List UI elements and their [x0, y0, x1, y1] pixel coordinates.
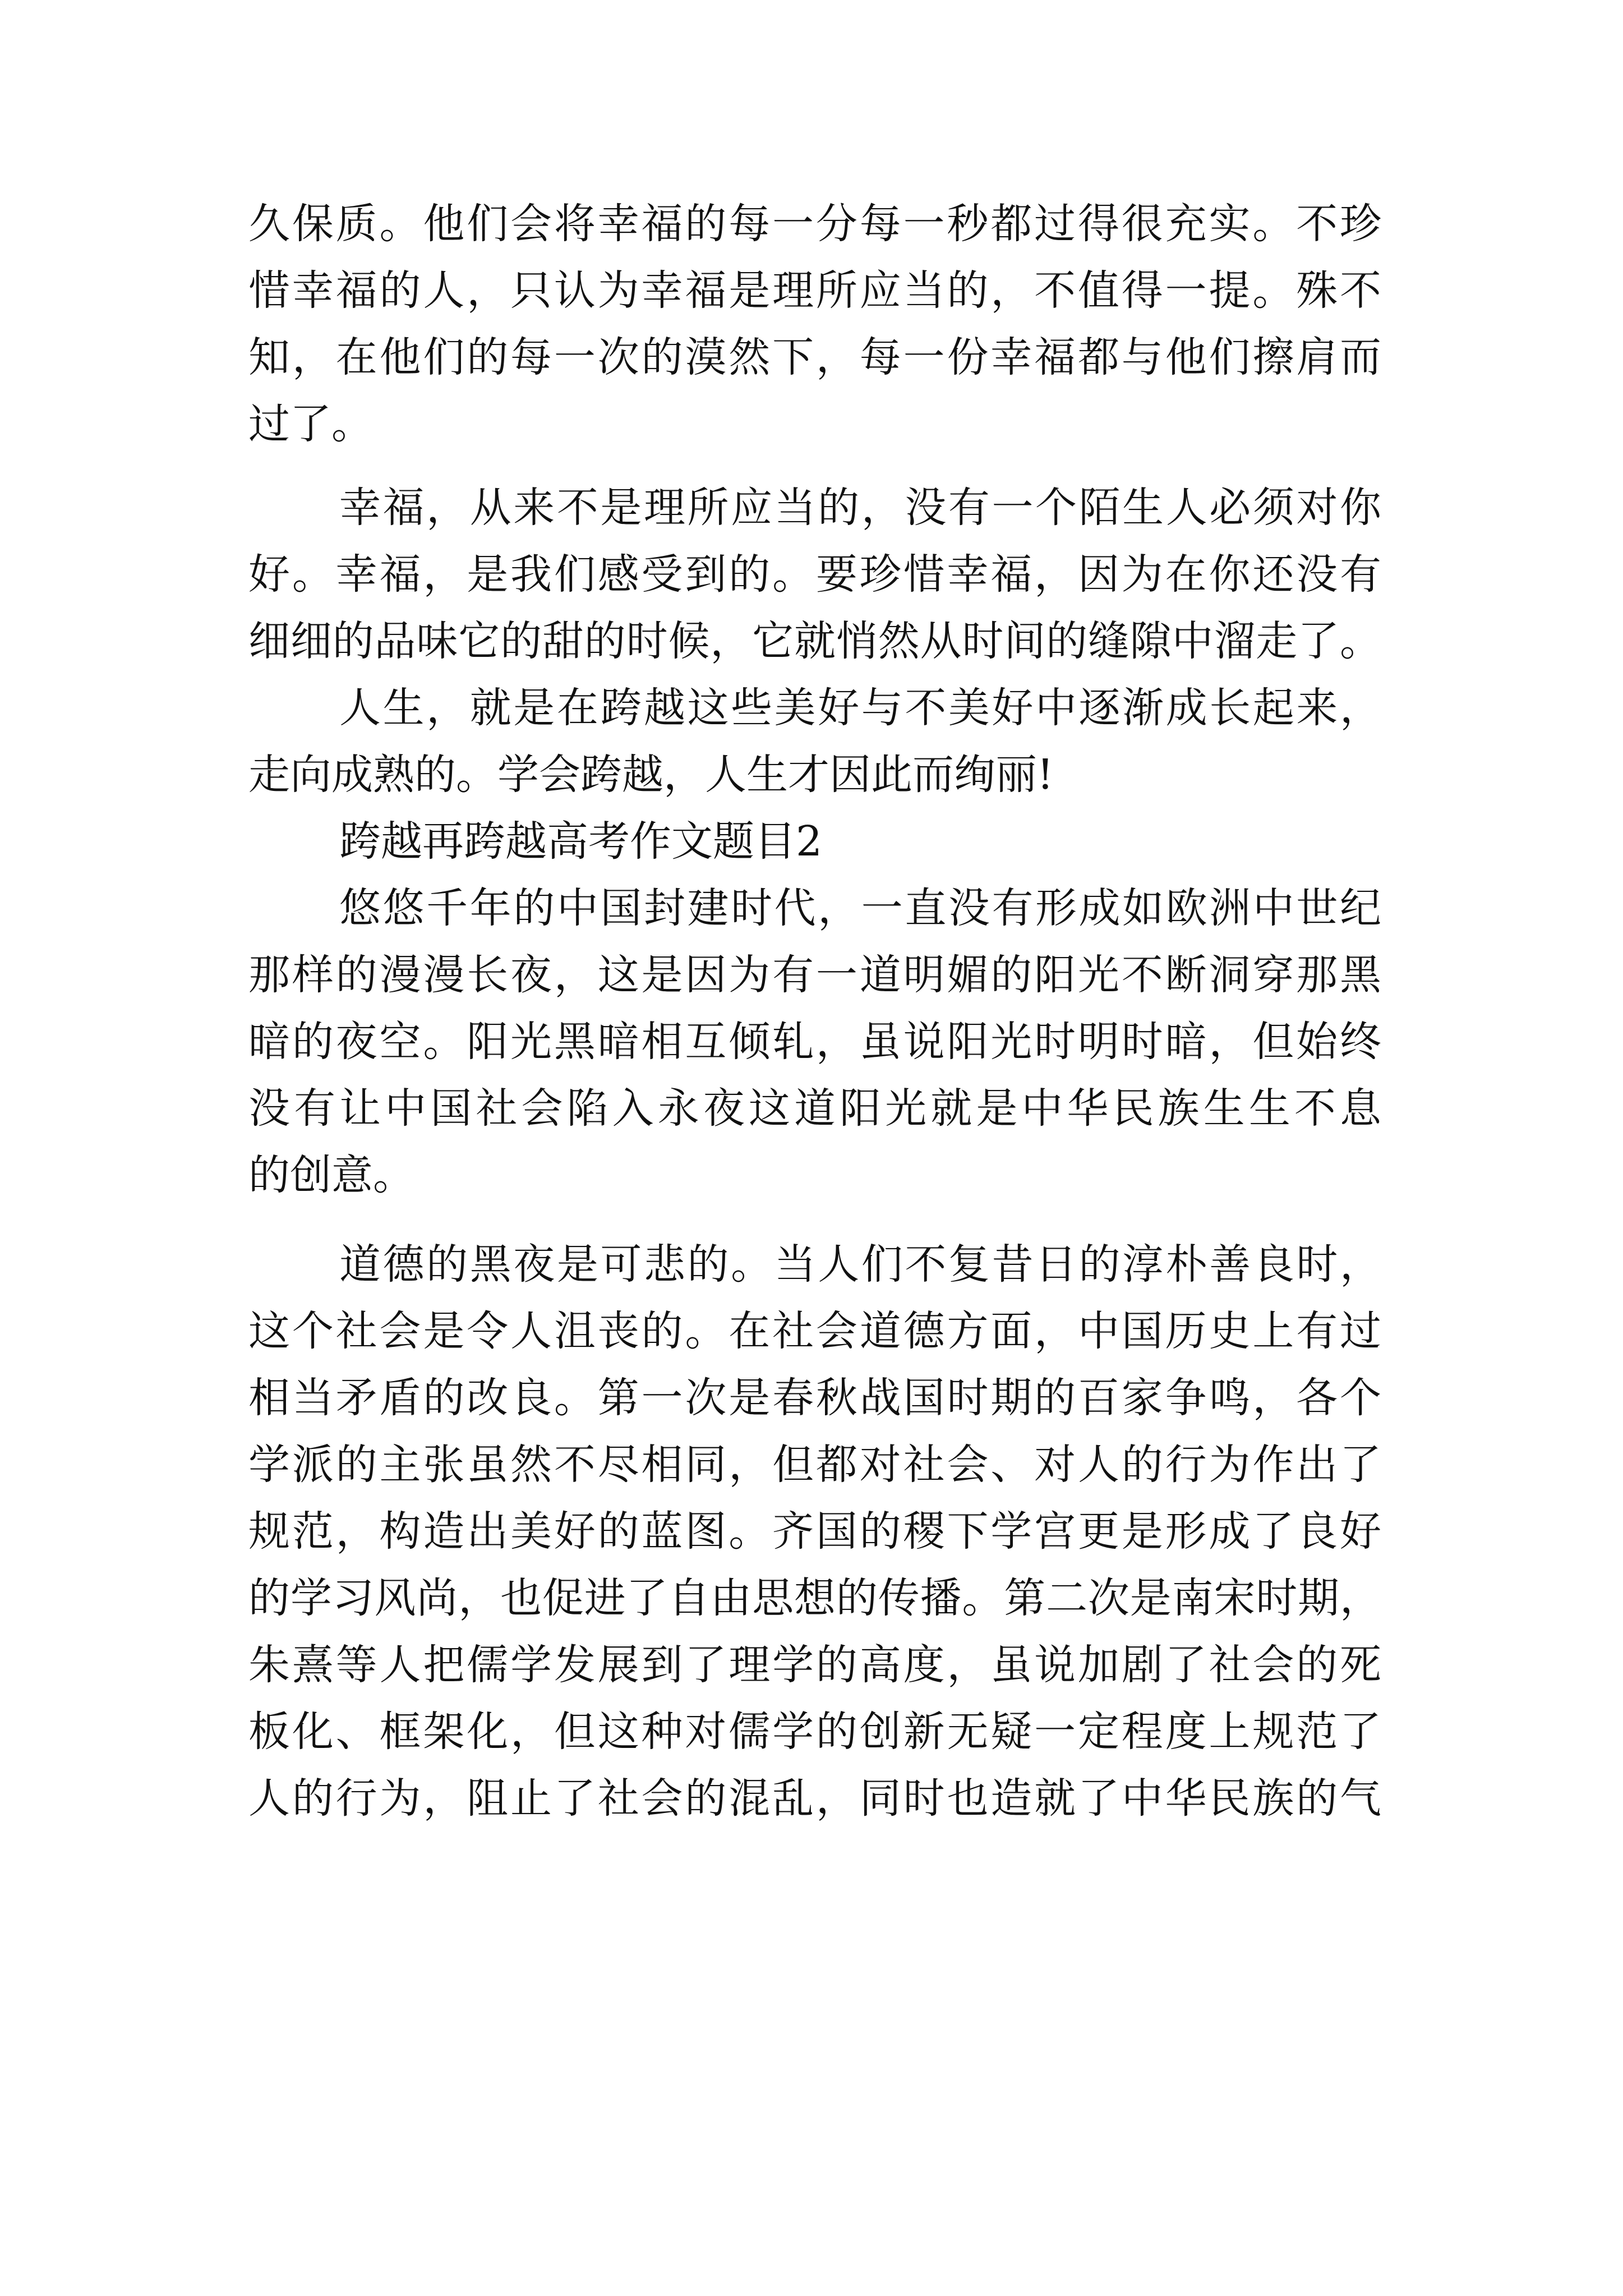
text-line: 这个社会是令人沮丧的。在社会道德方面，中国历史上有过 [248, 1307, 1381, 1355]
paragraph [248, 675, 1381, 808]
document-body [248, 191, 1381, 1832]
text-line: 道德的黑夜是可悲的。当人们不复昔日的淳朴善良时， [339, 1240, 1381, 1289]
text-line: 那样的漫漫长夜，这是因为有一道明媚的阳光不断洞穿那黑 [248, 951, 1381, 999]
text-line: 走向成熟的。学会跨越，人生才因此而绚丽! [248, 751, 1054, 799]
text-line: 人的行为，阻止了社会的混乱，同时也造就了中华民族的气 [248, 1774, 1381, 1823]
text-line: 人生，就是在跨越这些美好与不美好中逐渐成长起来， [339, 684, 1381, 732]
text-line: 规范，构造出美好的蓝图。齐国的稷下学宫更是形成了良好 [248, 1507, 1381, 1556]
paragraph [248, 475, 1381, 675]
text-line: 惜幸福的人，只认为幸福是理所应当的，不值得一提。殊不 [248, 266, 1381, 315]
paragraph [248, 191, 1381, 458]
text-line: 的创意。 [248, 1151, 414, 1199]
text-line: 相当矛盾的改良。第一次是春秋战国时期的百家争鸣，各个 [248, 1374, 1381, 1422]
text-line: 没有让中国社会陷入永夜这道阳光就是中华民族生生不息 [248, 1084, 1381, 1133]
section-title [248, 808, 1381, 875]
text-line: 久保质。他们会将幸福的每一分每一秒都过得很充实。不珍 [248, 200, 1381, 248]
text-line: 好。幸福，是我们感受到的。要珍惜幸福，因为在你还没有 [248, 550, 1381, 599]
text-line: 幸福，从来不是理所应当的，没有一个陌生人必须对你 [339, 484, 1381, 532]
text-line: 学派的主张虽然不尽相同，但都对社会、对人的行为作出了 [248, 1441, 1381, 1489]
text-line: 暗的夜空。阳光黑暗相互倾轧，虽说阳光时明时暗，但始终 [248, 1018, 1381, 1066]
text-line: 过了。 [248, 400, 373, 448]
text-line: 朱熹等人把儒学发展到了理学的高度，虽说加剧了社会的死 [248, 1641, 1381, 1689]
paragraph [248, 1231, 1381, 1832]
text-line: 细细的品味它的甜的时候，它就悄然从时间的缝隙中溜走了。 [248, 617, 1381, 665]
text-line: 板化、框架化，但这种对儒学的创新无疑一定程度上规范了 [248, 1708, 1381, 1756]
paragraph [248, 875, 1381, 1209]
section-title-text: 跨越再跨越高考作文题目2 [339, 817, 823, 866]
text-line: 悠悠千年的中国封建时代，一直没有形成如欧洲中世纪 [339, 884, 1381, 932]
text-line: 知，在他们的每一次的漠然下，每一份幸福都与他们擦肩而 [248, 333, 1381, 381]
text-line: 的学习风尚，也促进了自由思想的传播。第二次是南宋时期， [248, 1574, 1381, 1622]
